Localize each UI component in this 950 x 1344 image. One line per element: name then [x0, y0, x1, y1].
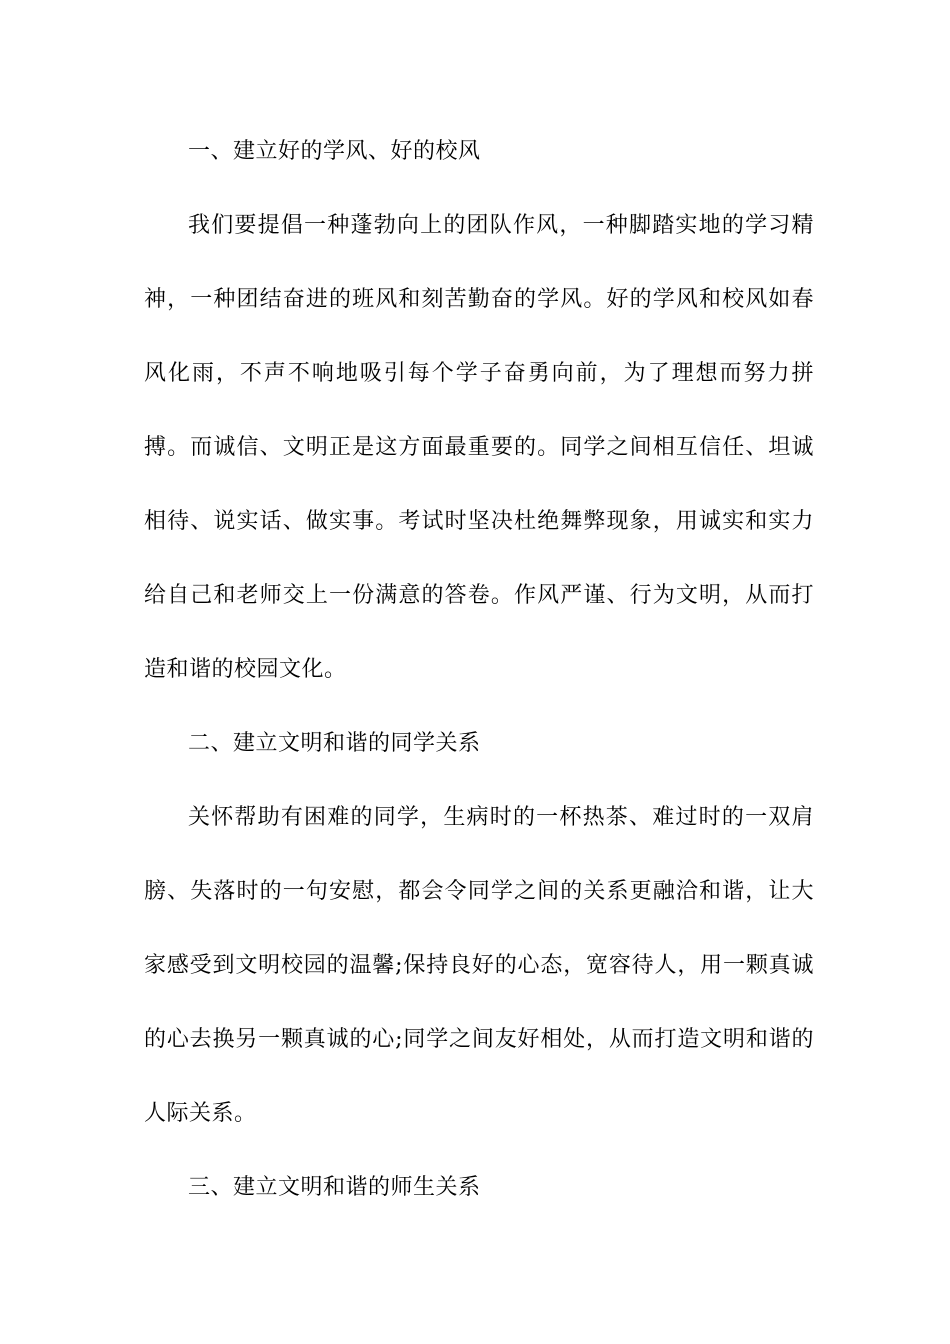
section-2-paragraph: 关怀帮助有困难的同学，生病时的一杯热茶、难过时的一双肩膀、失落时的一句安慰，都会令同学之间的关系更融洽和谐，让大家感受到文明校园的温馨;保持良好的心态，宽容待人，用一颗真诚的心去换另一颗真诚的心;同学之间友好相处，从而打造文明和谐的人际关系。	[144, 805, 814, 1126]
document-body	[144, 115, 814, 1225]
section-1-heading: 一、建立好的学风、好的校风	[188, 139, 481, 164]
section-3-heading: 三、建立文明和谐的师生关系	[188, 1175, 481, 1200]
section-2-heading: 二、建立文明和谐的同学关系	[188, 731, 481, 756]
section-1-paragraph: 我们要提倡一种蓬勃向上的团队作风，一种脚踏实地的学习精神，一种团结奋进的班风和刻苦勤奋的学风。好的学风和校风如春风化雨，不声不响地吸引每个学子奋勇向前，为了理想而努力拼搏。而诚信、文明正是这方面最重要的。同学之间相互信任、坦诚相待、说实话、做实事。考试时坚决杜绝舞弊现象，用诚实和实力给自己和老师交上一份满意的答卷。作风严谨、行为文明，从而打造和谐的校园文化。	[144, 213, 814, 682]
